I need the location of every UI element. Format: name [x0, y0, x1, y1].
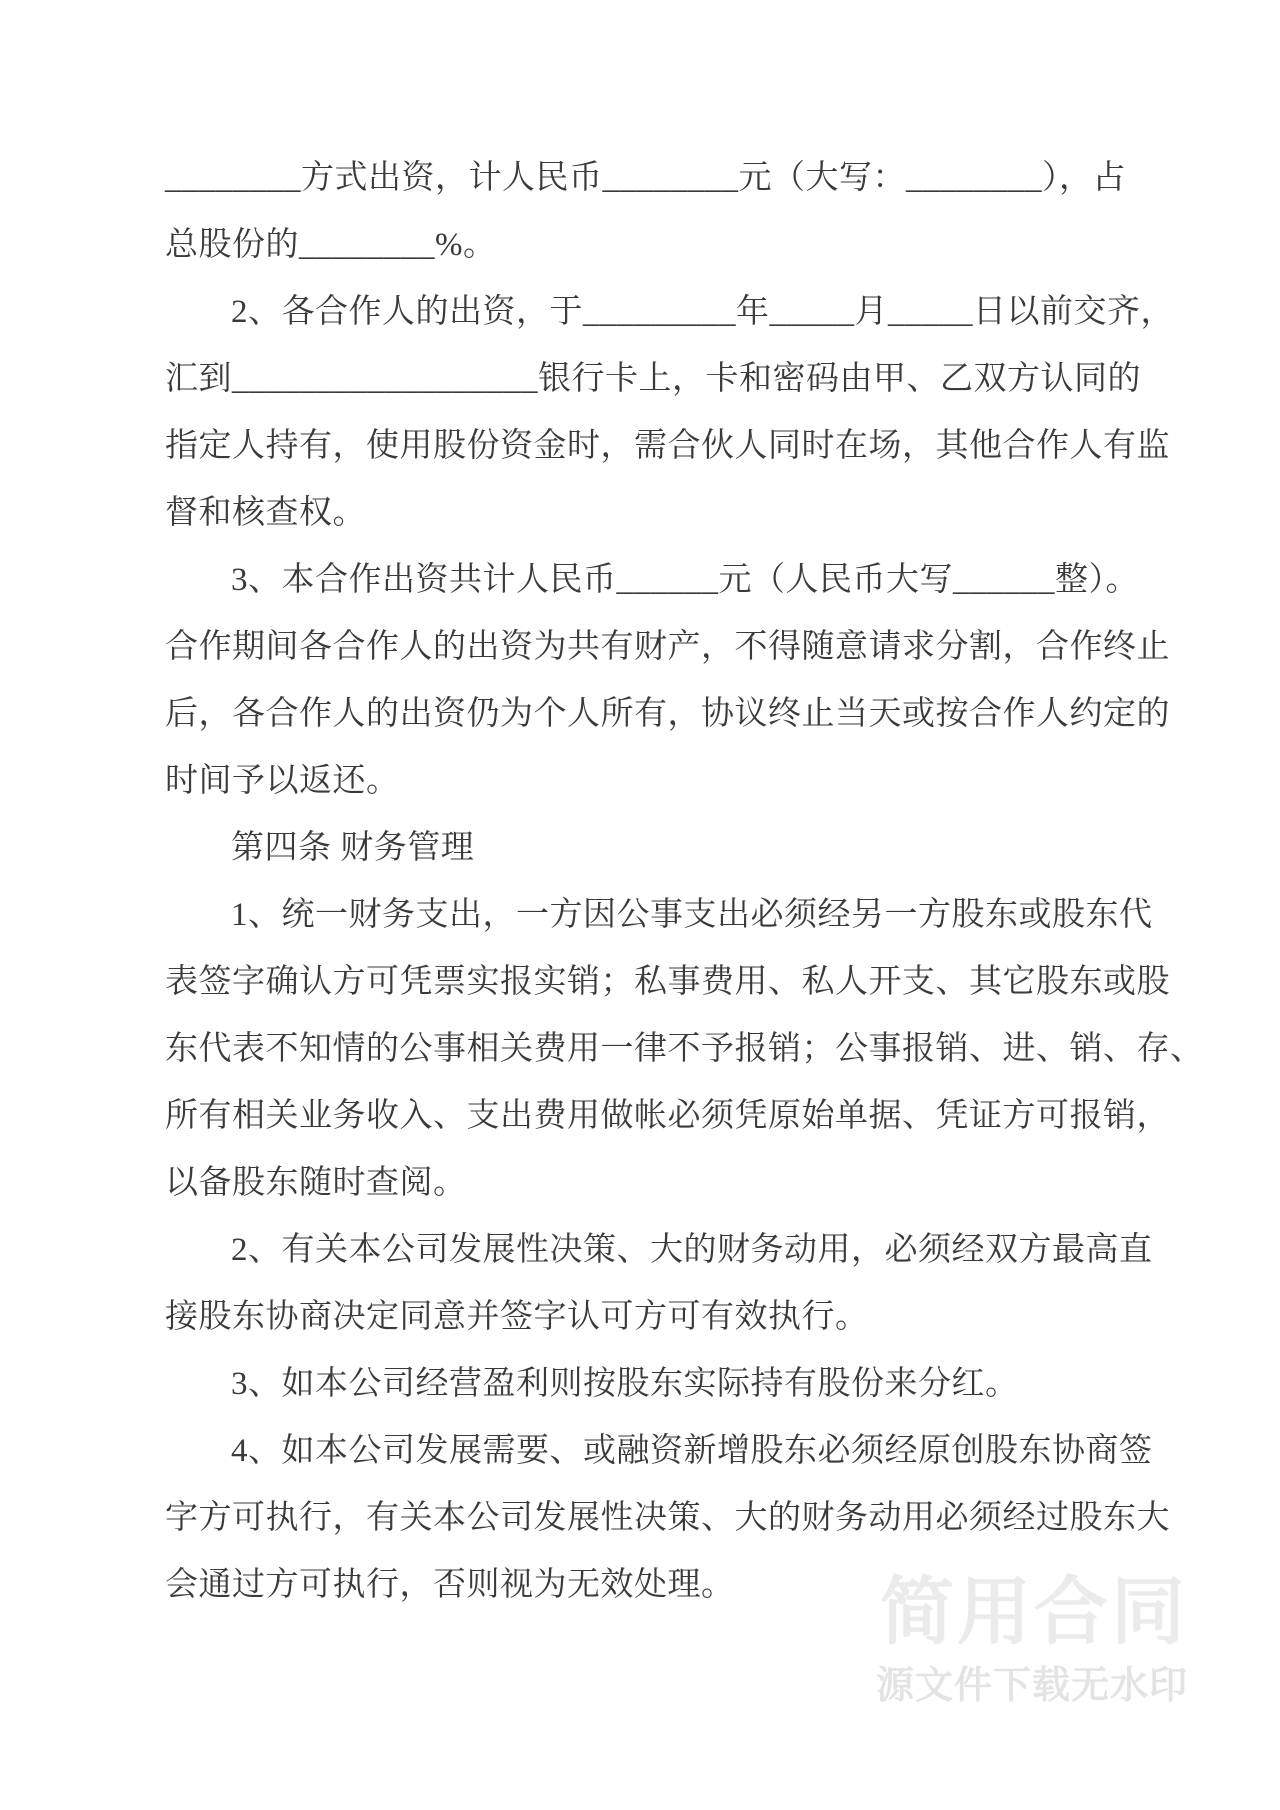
text-line: 会通过方可执行，否则视为无效处理。	[165, 1567, 735, 1603]
text-line: 2、各合作人的出资，于_________年_____月_____日以前交齐，	[231, 294, 1174, 330]
text-line: 第四条 财务管理	[231, 830, 475, 866]
text-line: 汇到__________________银行卡上，卡和密码由甲、乙双方认同的	[165, 361, 1141, 397]
text-line: ________方式出资，计人民币________元（大写：________），占	[165, 160, 1126, 196]
text-line: 以备股东随时查阅。	[165, 1165, 467, 1201]
text-line: 表签字确认方可凭票实报实销；私事费用、私人开支、其它股东或股	[165, 964, 1170, 1000]
text-line: 字方可执行，有关本公司发展性决策、大的财务动用必须经过股东大	[165, 1500, 1170, 1536]
text-line: 接股东协商决定同意并签字认可方可有效执行。	[165, 1299, 869, 1335]
watermark-subtitle: 源文件下载无水印	[875, 1665, 1188, 1707]
text-line: 总股份的________%。	[165, 227, 497, 263]
text-line: 后，各合作人的出资仍为个人所有，协议终止当天或按合作人约定的	[165, 696, 1170, 732]
watermark-title: 简用合同	[880, 1570, 1188, 1653]
text-line: 2、有关本公司发展性决策、大的财务动用，必须经双方最高直	[231, 1232, 1153, 1268]
text-line: 督和核查权。	[165, 495, 366, 531]
text-line: 3、本合作出资共计人民币______元（人民币大写______整）。	[231, 562, 1139, 598]
watermark	[876, 1572, 1188, 1708]
text-line: 3、如本公司经营盈利则按股东实际持有股份来分红。	[231, 1366, 1019, 1402]
text-line: 指定人持有，使用股份资金时，需合伙人同时在场，其他合作人有监	[165, 428, 1170, 464]
text-line: 所有相关业务收入、支出费用做帐必须凭原始单据、凭证方可报销，	[165, 1098, 1170, 1134]
text-line: 东代表不知情的公事相关费用一律不予报销；公事报销、进、销、存、	[165, 1031, 1204, 1067]
text-line: 合作期间各合作人的出资为共有财产，不得随意请求分割，合作终止	[165, 629, 1170, 665]
text-line: 时间予以返还。	[165, 763, 400, 799]
text-line: 4、如本公司发展需要、或融资新增股东必须经原创股东协商签	[231, 1433, 1153, 1469]
text-line: 1、统一财务支出，一方因公事支出必须经另一方股东或股东代	[231, 897, 1153, 933]
